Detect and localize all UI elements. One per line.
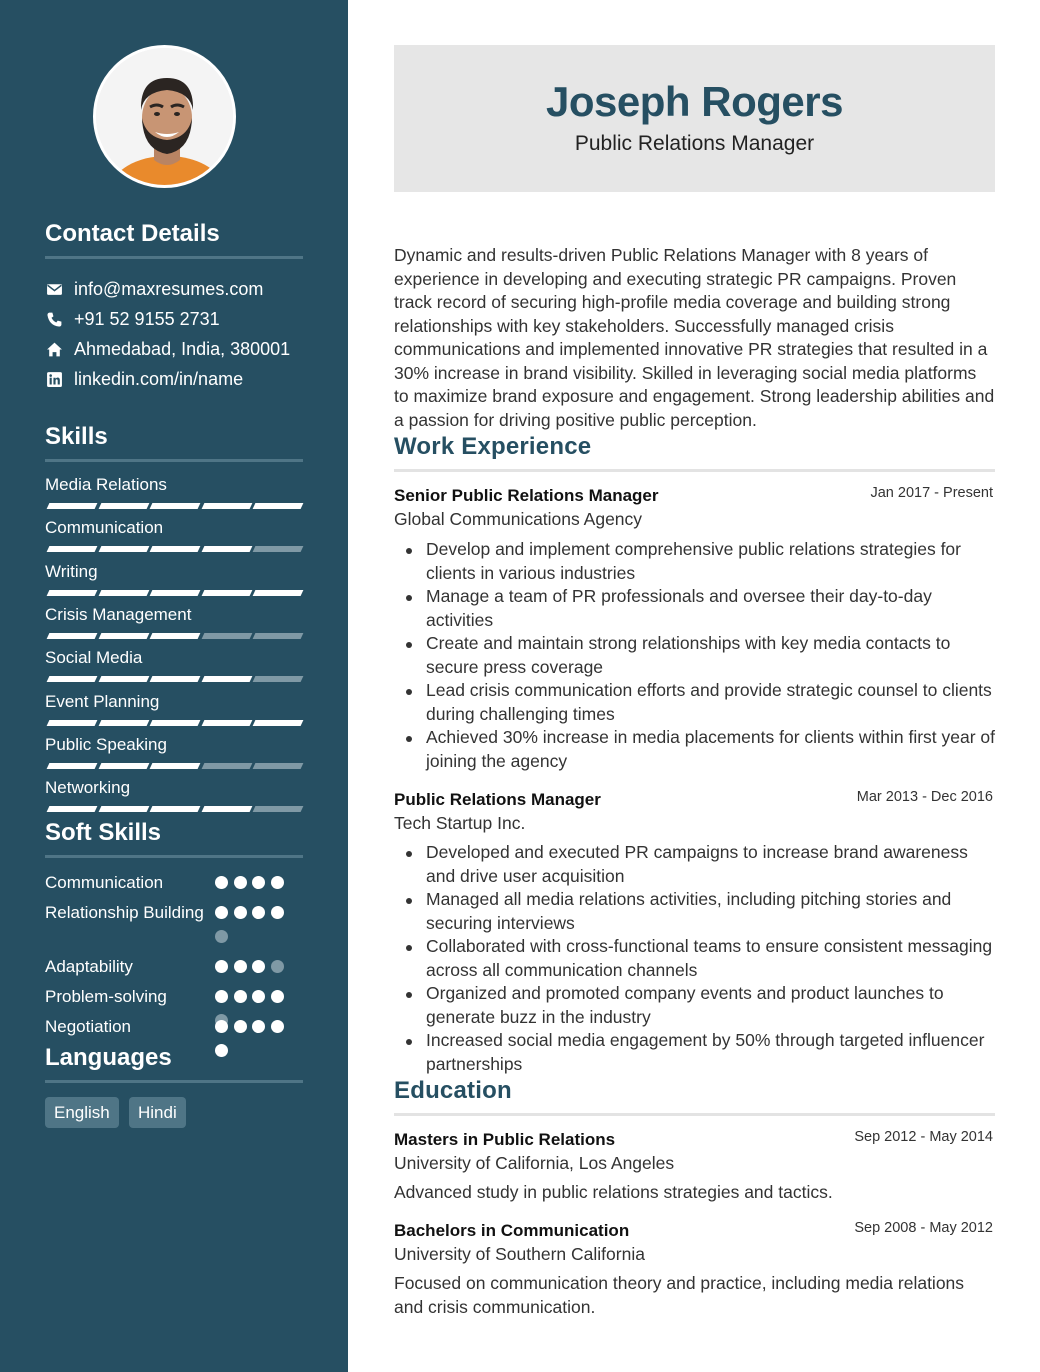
header-box <box>394 45 995 192</box>
skill-level-segment <box>150 590 201 596</box>
contact-linkedin[interactable] <box>45 367 243 391</box>
soft-skills-heading: Soft Skills <box>45 819 303 858</box>
skill-level-segment <box>98 590 149 596</box>
linkedin-icon <box>45 370 63 388</box>
job-company: Global Communications Agency <box>394 509 643 529</box>
job-bullet: Manage a team of PR professionals and oversee their day-to-day activities <box>426 585 996 632</box>
job-date: Jan 2017 - Present <box>870 485 993 501</box>
language-pill: English <box>45 1097 119 1128</box>
skill-level-segment <box>201 633 252 639</box>
contact-phone[interactable] <box>45 307 220 331</box>
school-name: University of Southern California <box>394 1244 645 1264</box>
job-bullet: Organized and promoted company events and product launches to generate buzz in the industry <box>426 982 996 1029</box>
skill-level-segment <box>150 806 201 812</box>
skill-level-segment <box>253 633 304 639</box>
skill-level-segment <box>150 546 201 552</box>
address-text: Ahmedabad, India, 380001 <box>74 338 291 359</box>
skill-level-segment <box>150 763 201 769</box>
skill-level-segment <box>98 806 149 812</box>
job-bullet: Developed and executed PR campaigns to increase brand awareness and drive user acquisition <box>426 841 996 888</box>
soft-skill-name: Communication <box>45 873 164 892</box>
contact-address <box>45 337 290 361</box>
rating-dot <box>215 960 228 973</box>
home-icon <box>45 340 63 358</box>
skill-level-bar <box>45 676 303 682</box>
job-bullet: Collaborated with cross-functional teams to ensure consistent messaging across all communication channels <box>426 935 996 982</box>
skill-level-segment <box>150 720 201 726</box>
soft-skill-name: Relationship Building <box>45 903 204 922</box>
skill-level-segment <box>98 763 149 769</box>
skill-level-segment <box>150 676 201 682</box>
job-title: Public Relations Manager <box>574 132 815 155</box>
skills-heading: Skills <box>45 423 303 462</box>
work-experience-heading: Work Experience <box>394 433 995 472</box>
skill-name: Crisis Management <box>45 604 192 624</box>
job-bullets <box>426 538 996 773</box>
skill-level-segment <box>201 503 252 509</box>
summary-paragraph: Dynamic and results-driven Public Relations Manager with 8 years of experience in developing and executing strategic PR campaigns. Proven track record of securing high-profile media coverage and building strong relationships with key stakeholders. Successfully managed crisis communications and implemented innovative PR strategies that resulted in a 30% increase in brand visibility. Skilled in leveraging social media platforms to maximize brand exposure and engagement. Strong leadership abilities and a passion for driving positive public perception. <box>394 245 995 430</box>
skill-level-bar <box>45 720 303 726</box>
job-bullets <box>426 841 996 1076</box>
job-date: Mar 2013 - Dec 2016 <box>856 789 993 805</box>
contact-heading: Contact Details <box>45 220 303 259</box>
skill-level-segment <box>98 720 149 726</box>
skill-level-segment <box>47 763 98 769</box>
skill-level-bar <box>45 503 303 509</box>
skill-level-bar <box>45 590 303 596</box>
degree-description: Advanced study in public relations strategies and tactics. <box>394 1182 833 1202</box>
skill-name: Event Planning <box>45 691 160 711</box>
degree-description: Focused on communication theory and practice, including media relations and crisis communication. <box>394 1273 965 1317</box>
skill-level-segment <box>253 676 304 682</box>
soft-skill-rating <box>215 906 305 946</box>
phone-icon <box>45 310 63 328</box>
rating-dot <box>271 876 284 889</box>
skill-level-segment <box>98 633 149 639</box>
education-heading: Education <box>394 1077 995 1116</box>
rating-dot <box>252 990 265 1003</box>
rating-dot <box>271 990 284 1003</box>
skill-name: Public Speaking <box>45 734 167 754</box>
skill-level-segment <box>253 720 304 726</box>
skill-level-segment <box>201 590 252 596</box>
skill-level-segment <box>150 633 201 639</box>
skill-level-segment <box>253 590 304 596</box>
skill-level-segment <box>47 590 98 596</box>
skill-level-segment <box>201 676 252 682</box>
skill-name: Media Relations <box>45 475 167 494</box>
skill-level-segment <box>150 503 201 509</box>
skill-level-segment <box>253 546 304 552</box>
contact-email[interactable] <box>45 277 263 301</box>
rating-dot <box>215 1020 228 1033</box>
email-text: info@maxresumes.com <box>74 278 264 299</box>
skill-level-bar <box>45 546 303 552</box>
linkedin-text: linkedin.com/in/name <box>74 368 244 389</box>
skill-level-bar <box>45 633 303 639</box>
rating-dot <box>234 990 247 1003</box>
envelope-icon <box>45 280 63 298</box>
profile-photo <box>96 48 236 188</box>
skill-level-segment <box>201 806 252 812</box>
job-bullet: Achieved 30% increase in media placements for clients within first year of joining the agency <box>426 726 996 773</box>
skill-level-bar <box>45 763 303 769</box>
skill-level-segment <box>98 546 149 552</box>
skill-level-segment <box>47 806 98 812</box>
rating-dot <box>215 930 228 943</box>
degree-title: Bachelors in Communication <box>394 1221 630 1240</box>
job-company: Tech Startup Inc. <box>394 813 526 833</box>
rating-dot <box>234 960 247 973</box>
job-title-entry: Senior Public Relations Manager <box>394 486 659 505</box>
skill-level-segment <box>98 676 149 682</box>
rating-dot <box>252 876 265 889</box>
rating-dot <box>234 906 247 919</box>
main-content <box>394 0 995 1372</box>
skill-level-segment <box>253 503 304 509</box>
job-bullet: Lead crisis communication efforts and provide strategic counsel to clients during challenging times <box>426 679 996 726</box>
skill-level-segment <box>253 763 304 769</box>
skill-level-bar <box>45 806 303 812</box>
soft-skill-name: Adaptability <box>45 957 133 976</box>
skill-name: Networking <box>45 778 131 798</box>
skill-level-segment <box>201 720 252 726</box>
rating-dot <box>252 960 265 973</box>
skill-name: Communication <box>45 518 164 538</box>
language-pill: Hindi <box>129 1097 186 1128</box>
job-bullet: Create and maintain strong relationships with key media contacts to secure press coverage <box>426 632 996 679</box>
skill-level-segment <box>98 503 149 509</box>
full-name: Joseph Rogers <box>546 78 843 125</box>
rating-dot <box>252 906 265 919</box>
skill-level-segment <box>47 720 98 726</box>
rating-dot <box>252 1020 265 1033</box>
skill-level-segment <box>47 546 98 552</box>
degree-date: Sep 2012 - May 2014 <box>854 1129 993 1145</box>
rating-dot <box>234 876 247 889</box>
soft-skill-rating <box>215 960 305 974</box>
soft-skill-name: Problem-solving <box>45 987 167 1006</box>
degree-date: Sep 2008 - May 2012 <box>854 1220 993 1236</box>
rating-dot <box>234 1020 247 1033</box>
avatar <box>93 45 236 188</box>
rating-dot <box>271 1020 284 1033</box>
skill-name: Writing <box>45 561 98 581</box>
soft-skill-name: Negotiation <box>45 1017 132 1036</box>
school-name: University of California, Los Angeles <box>394 1153 675 1173</box>
languages-heading: Languages <box>45 1044 303 1083</box>
job-bullet: Develop and implement comprehensive public relations strategies for clients in various industries <box>426 538 996 585</box>
rating-dot <box>215 990 228 1003</box>
job-bullet: Managed all media relations activities, including pitching stories and securing interviews <box>426 888 996 935</box>
degree-title: Masters in Public Relations <box>394 1130 616 1149</box>
job-bullet: Increased social media engagement by 50% through targeted influencer partnerships <box>426 1029 996 1076</box>
sidebar <box>0 0 348 1372</box>
skill-level-segment <box>201 546 252 552</box>
skill-level-segment <box>47 676 98 682</box>
skill-level-segment <box>47 503 98 509</box>
rating-dot <box>215 876 228 889</box>
soft-skill-rating <box>215 876 305 890</box>
phone-text: +91 52 9155 2731 <box>74 308 220 329</box>
rating-dot <box>215 906 228 919</box>
rating-dot <box>271 906 284 919</box>
rating-dot <box>271 960 284 973</box>
job-title-entry: Public Relations Manager <box>394 790 601 809</box>
skill-level-segment <box>253 806 304 812</box>
skill-level-segment <box>47 633 98 639</box>
skill-level-segment <box>201 763 252 769</box>
skill-name: Social Media <box>45 648 143 668</box>
